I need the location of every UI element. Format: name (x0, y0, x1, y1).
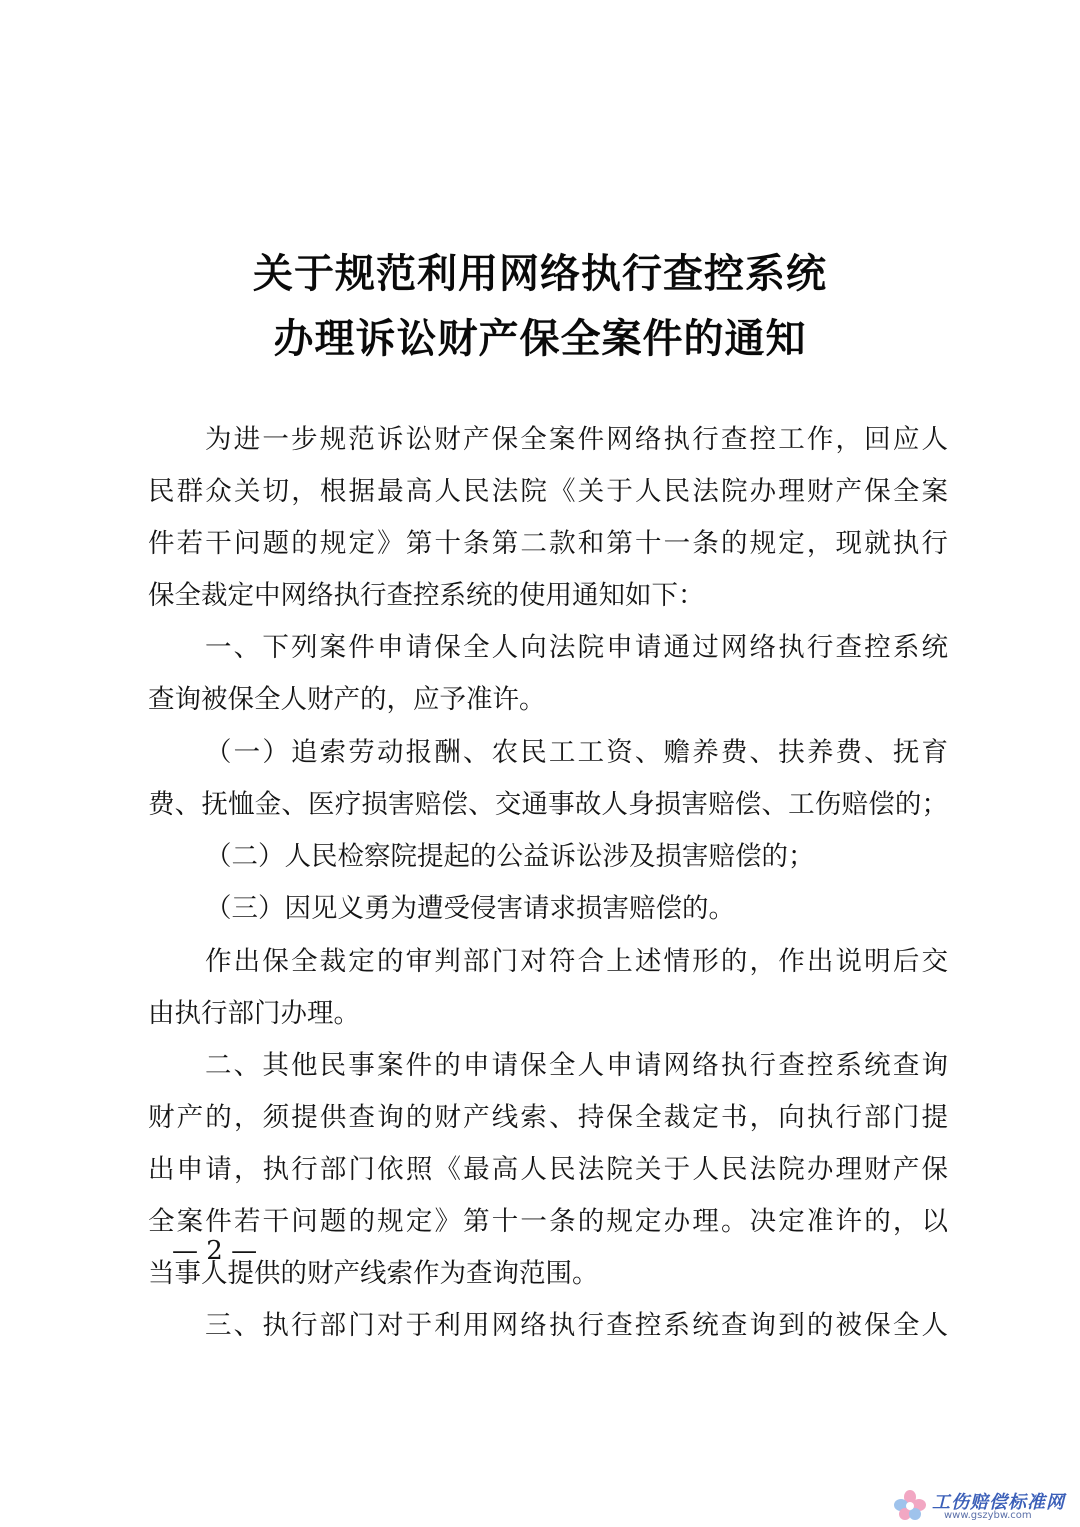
page-number: — 2 — (172, 1236, 258, 1266)
body-line: 件若干问题的规定》第十条第二款和第十一条的规定，现就执行 (148, 528, 948, 559)
body-line: （一）追索劳动报酬、农民工工资、赡养费、扶养费、抚育 (205, 737, 948, 768)
body-line: （二）人民检察院提起的公益诉讼涉及损害赔偿的； (205, 841, 815, 872)
body-line: 为进一步规范诉讼财产保全案件网络执行查控工作，回应人 (205, 424, 948, 455)
body-line: 由执行部门办理。 (148, 998, 360, 1029)
body-line: 全案件若干问题的规定》第十一条的规定办理。决定准许的，以 (148, 1206, 948, 1237)
body-line: 保全裁定中网络执行查控系统的使用通知如下： (148, 580, 705, 611)
body-line: 出申请，执行部门依照《最高人民法院关于人民法院办理财产保 (148, 1154, 948, 1185)
body-line: 民群众关切，根据最高人民法院《关于人民法院办理财产保全案 (148, 476, 948, 507)
flower-logo-icon (892, 1488, 928, 1522)
body-line: 查询被保全人财产的，应予准许。 (148, 684, 546, 715)
watermark-url: www.gszybw.com (944, 1510, 1032, 1521)
watermark-text: 工伤赔偿标准网 (932, 1492, 1065, 1513)
body-line: 三、执行部门对于利用网络执行查控系统查询到的被保全人 (205, 1310, 948, 1341)
body-line: 二、其他民事案件的申请保全人申请网络执行查控系统查询 (205, 1050, 948, 1081)
site-watermark (892, 1488, 1064, 1522)
document-title-line-2: 办理诉讼财产保全案件的通知 (273, 316, 807, 362)
body-line: 财产的，须提供查询的财产线索、持保全裁定书，向执行部门提 (148, 1102, 948, 1133)
body-line: 当事人提供的财产线索作为查询范围。 (148, 1258, 599, 1289)
body-line: （三）因见义勇为遭受侵害请求损害赔偿的。 (205, 893, 735, 924)
document-title-line-1: 关于规范利用网络执行查控系统 (253, 251, 827, 297)
body-line: 一、下列案件申请保全人向法院申请通过网络执行查控系统 (205, 632, 948, 663)
body-line: 作出保全裁定的审判部门对符合上述情形的，作出说明后交 (205, 946, 948, 977)
body-line: 费、抚恤金、医疗损害赔偿、交通事故人身损害赔偿、工伤赔偿的； (148, 789, 948, 820)
